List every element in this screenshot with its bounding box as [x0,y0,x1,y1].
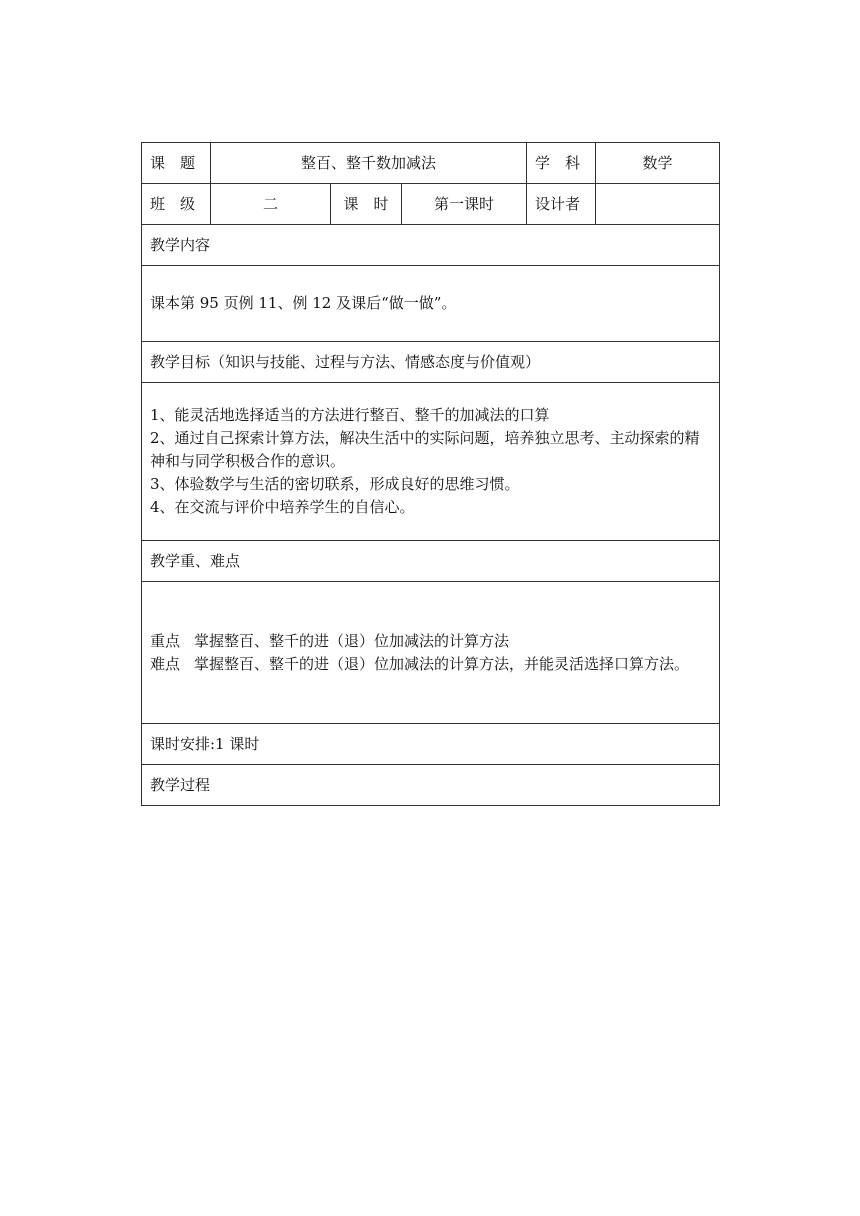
objectives-body-row [142,383,720,541]
period-label: 课 时 [331,184,402,225]
process-heading-row [142,765,720,806]
class-row [142,184,720,225]
content-body-row [142,266,720,342]
period-value: 第一课时 [402,184,527,225]
topic-label: 课 题 [142,143,211,184]
objective-item: 3、体验数学与生活的密切联系，形成良好的思维习惯。 [150,475,520,493]
subject-value: 数学 [596,143,720,184]
key-point-text: 掌握整百、整千的进（退）位加减法的计算方法 [194,631,510,650]
designer-label: 设计者 [527,184,596,225]
content-text: 课本第 95 页例 11、例 12 及课后“做一做”。 [142,266,720,342]
schedule-text: 课时安排:1 课时 [142,724,720,765]
key-point-line [150,630,711,653]
designer-value [596,184,720,225]
subject-label: 学 科 [527,143,596,184]
content-heading: 教学内容 [142,225,720,266]
lesson-plan-table [141,142,720,806]
key-point-label: 重点 [150,631,181,650]
objectives-heading-row [142,342,720,383]
keypoints-heading: 教学重、难点 [142,541,720,582]
keypoints-heading-row [142,541,720,582]
keypoints-body [142,582,720,724]
objectives-list [142,383,720,541]
class-label: 班 级 [142,184,211,225]
process-heading: 教学过程 [142,765,720,806]
schedule-row [142,724,720,765]
topic-row [142,143,720,184]
objective-item: 4、在交流与评价中培养学生的自信心。 [150,498,415,516]
difficult-point-label: 难点 [150,654,181,673]
objectives-heading: 教学目标（知识与技能、过程与方法、情感态度与价值观） [142,342,720,383]
class-value: 二 [211,184,331,225]
content-heading-row [142,225,720,266]
objective-item: 1、能灵活地选择适当的方法进行整百、整千的加减法的口算 [150,406,550,424]
difficult-point-text: 掌握整百、整千的进（退）位加减法的计算方法，并能灵活选择口算方法。 [194,654,690,673]
topic-value: 整百、整千数加减法 [211,143,527,184]
keypoints-body-row [142,582,720,724]
difficult-point-line [150,653,711,676]
objective-item: 2、通过自己探索计算方法，解决生活中的实际问题，培养独立思考、主动探索的精神和与同学积极合作的意识。 [150,429,700,470]
